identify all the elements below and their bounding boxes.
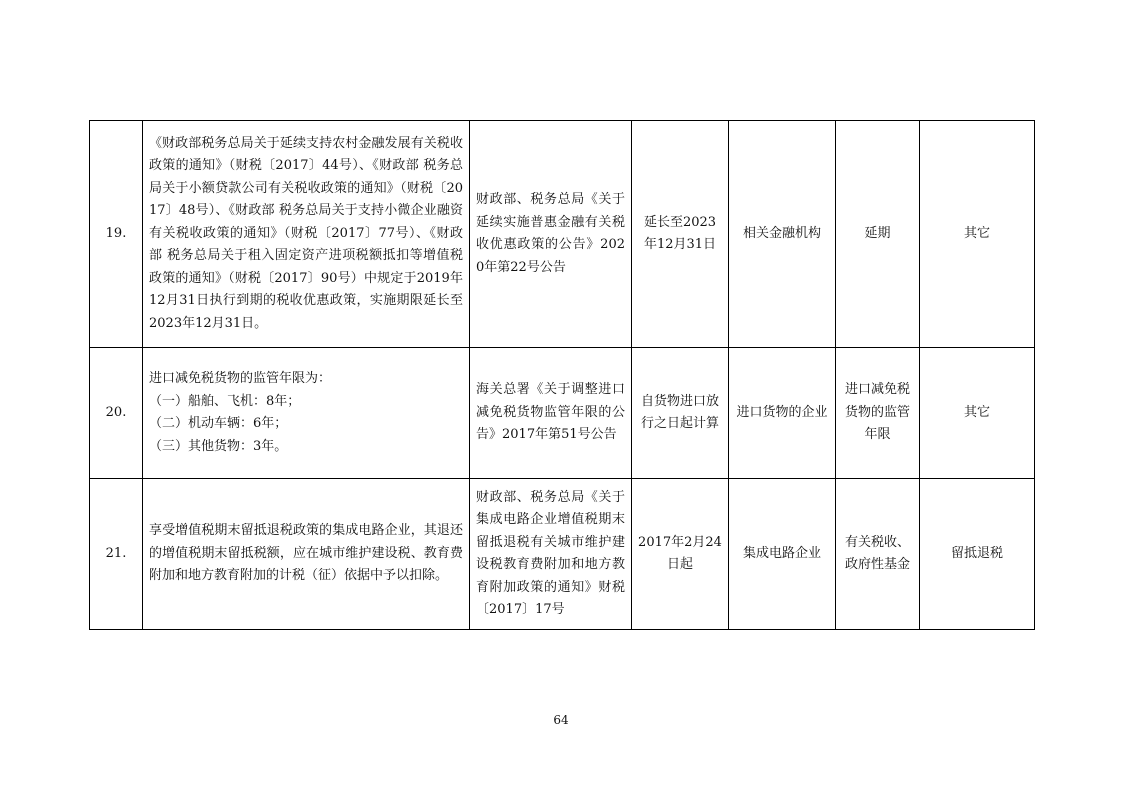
applicable-target: 集成电路企业: [729, 479, 836, 630]
content-line: （一）船舶、飞机：8年；: [149, 393, 301, 409]
policy-basis: 海关总署《关于调整进口减免税货物监管年限的公告》2017年第51号公告: [470, 348, 632, 479]
row-number: 21.: [90, 479, 143, 630]
policy-table: [89, 120, 1035, 630]
table-row: [90, 479, 1035, 630]
policy-type: 有关税收、政府性基金: [836, 479, 920, 630]
content-line: （三）其他货物：3年。: [149, 438, 288, 454]
effective-date: 自货物进口放行之日起计算: [632, 348, 729, 479]
policy-content: 享受增值税期末留抵退税政策的集成电路企业，其退还的增值税期末留抵税额，应在城市维护建设税、教育费附加和地方教育附加的计税（征）依据中予以扣除。: [143, 479, 470, 630]
policy-category: 其它: [920, 121, 1035, 348]
applicable-target: 相关金融机构: [729, 121, 836, 348]
content-line: （二）机动车辆：6年；: [149, 416, 288, 431]
effective-date: 2017年2月24日起: [632, 479, 729, 630]
policy-category: 留抵退税: [920, 479, 1035, 630]
policy-basis: 财政部、税务总局《关于延续实施普惠金融有关税收优惠政策的公告》2020年第22号公告: [470, 121, 632, 348]
table-row: [90, 121, 1035, 348]
policy-content: 《财政部税务总局关于延续支持农村金融发展有关税收政策的通知》（财税〔2017〕44号）、《财政部 税务总局关于小额贷款公司有关税收政策的通知》（财税〔2017〕48号）、《财政部 税务总局关于支持小微企业融资有关税收政策的通知》（财税〔2017〕77号）、《财政部 税务总局关于租入固定资产进项税额抵扣等增值税政策的通知》（财税〔2017〕90号）中规定于2019年12月31日执行到期的税收优惠政策，实施期限延长至2023年12月31日。: [143, 121, 470, 348]
page-number: 64: [553, 713, 569, 727]
policy-content: [143, 348, 470, 479]
effective-date: 延长至2023年12月31日: [632, 121, 729, 348]
table-row: [90, 348, 1035, 479]
policy-type: 进口减免税货物的监管年限: [836, 348, 920, 479]
policy-basis: 财政部、税务总局《关于集成电路企业增值税期末留抵退税有关城市维护建设税教育费附加和地方教育附加政策的通知》财税〔2017〕17号: [470, 479, 632, 630]
row-number: 19.: [90, 121, 143, 348]
applicable-target: 进口货物的企业: [729, 348, 836, 479]
policy-category: 其它: [920, 348, 1035, 479]
content-line: 进口减免税货物的监管年限为：: [149, 371, 332, 386]
row-number: 20.: [90, 348, 143, 479]
policy-type: 延期: [836, 121, 920, 348]
